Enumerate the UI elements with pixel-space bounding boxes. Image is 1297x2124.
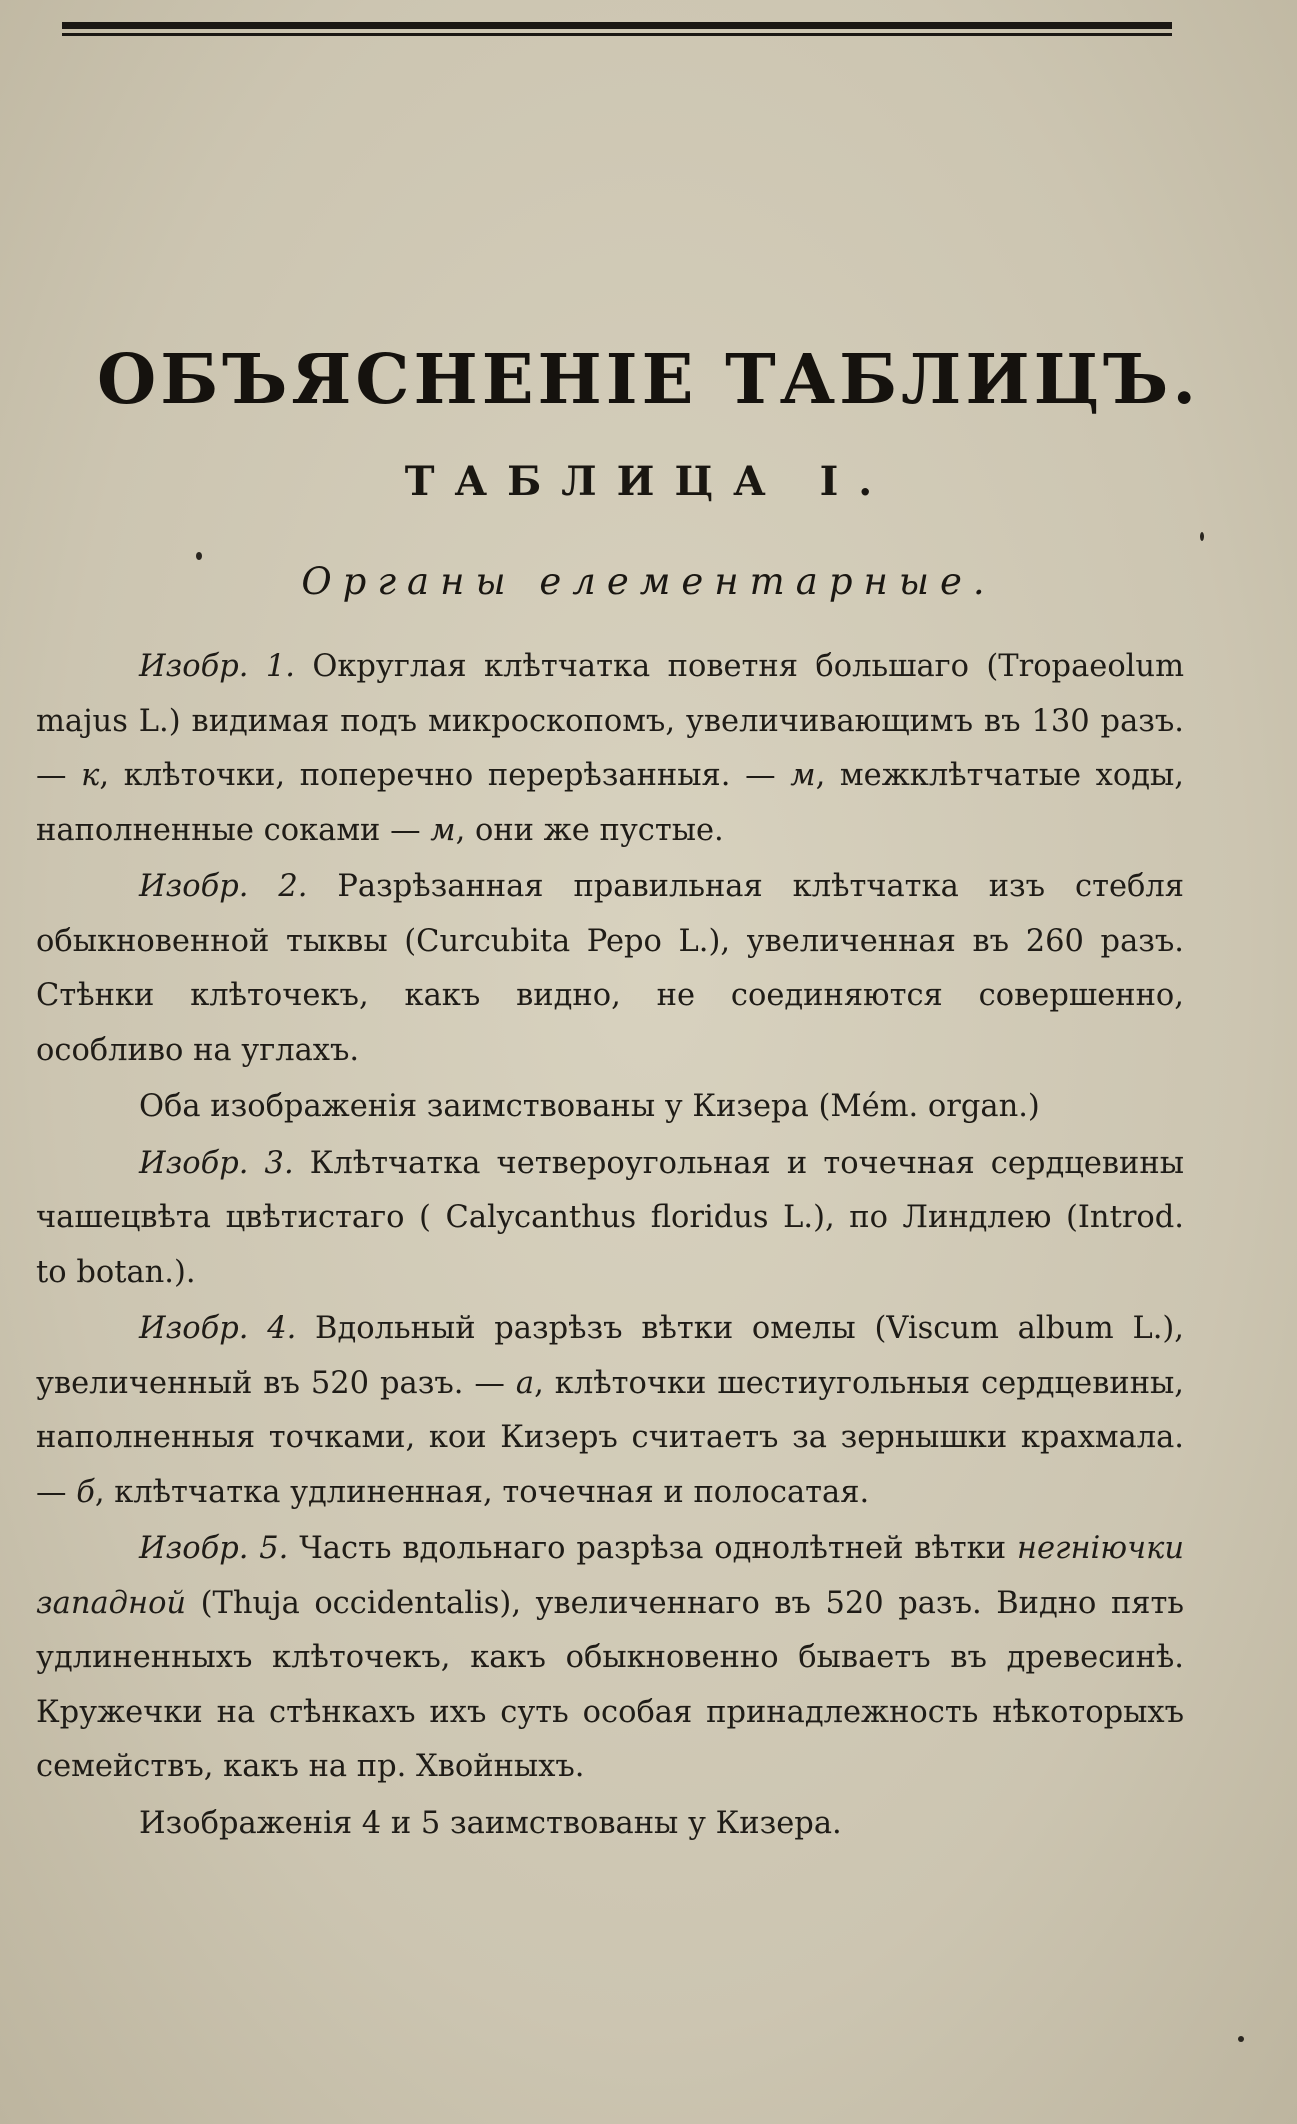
entry-fig-2 — [36, 860, 1184, 1078]
body-text — [36, 640, 1184, 1853]
entry-fig-1 — [36, 640, 1184, 858]
note-text: Изображенія 4 и 5 заимствованы у Кизера. — [139, 1805, 842, 1841]
source-note — [36, 1080, 1184, 1135]
entry-letter: м — [790, 758, 816, 793]
entry-text: , клѣточки шестиугольныя сердцевины, наполненныя точками, кои Кизеръ считаетъ за зернышки крахмала. — — [36, 1365, 1184, 1510]
entry-text: , клѣточки, поперечно перерѣзанныя. — — [99, 758, 791, 793]
entry-fig-4 — [36, 1302, 1184, 1520]
entry-label: Изобр. 1. — [139, 649, 295, 684]
entry-letter: к — [81, 758, 100, 793]
entry-text: Вдольный разрѣзъ вѣтки омелы (Viscum album L.), увеличенный въ 520 разъ. — — [36, 1311, 1184, 1401]
entry-label: Изобр. 5. — [139, 1531, 289, 1566]
entry-letter: м — [430, 812, 456, 848]
entry-text: , межклѣтчатые ходы, наполненные соками — — [36, 758, 1184, 848]
top-double-rule — [62, 22, 1172, 36]
entry-text: , клѣтчатка удлиненная, точечная и полосатая. — [94, 1474, 870, 1510]
entry-fig-5 — [36, 1522, 1184, 1795]
entry-text: Клѣтчатка четвероугольная и точечная сердцевины чашецвѣта цвѣтистаго ( Calycanthus floridus L.), по Линдлею (Introd. to botan.). — [36, 1145, 1184, 1290]
ink-speck — [1200, 532, 1204, 541]
entry-text: Разрѣзанная правильная клѣтчатка изъ стебля обыкновенной тыквы (Curcubita Pepo L.), увеличенная въ 260 разъ. Стѣнки клѣточекъ, какъ видно, не соединяются совершенно, особливо на углахъ. — [36, 869, 1184, 1068]
entry-label: Изобр. 4. — [139, 1311, 297, 1346]
entry-letter: а — [515, 1365, 535, 1401]
entry-letter: б — [76, 1474, 95, 1510]
entry-text: Округлая клѣтчатка поветня большаго (Tropaeolum majus L.) видимая подъ микроскопомъ, увеличивающимъ въ 130 разъ. — — [36, 649, 1184, 793]
entry-text: , они же пустые. — [455, 812, 724, 848]
ink-speck — [1238, 2036, 1244, 2042]
entry-label: Изобр. 3. — [139, 1145, 294, 1181]
source-note — [36, 1797, 1184, 1852]
note-text: Оба изображенія заимствованы у Кизера (Mém. organ.) — [139, 1089, 1040, 1124]
page-heading: ОБЪЯСНЕНІЕ ТАБЛИЦЪ. — [96, 340, 1200, 420]
entry-text: (Thuja occidentalis), увеличеннаго въ 520 разъ. Видно пять удлиненныхъ клѣточекъ, какъ обыкновенно бываетъ въ древесинѣ. Кружечки на стѣнкахъ ихъ суть особая принадлежность нѣкоторыхъ семействъ, какъ на пр. Хвойныхъ. — [36, 1585, 1184, 1784]
table-title: ТАБЛИЦА I. — [404, 458, 893, 505]
entry-text: Часть вдольнаго разрѣза однолѣтней вѣтки — [288, 1531, 1017, 1566]
entry-fig-3 — [36, 1137, 1184, 1301]
entry-italic-phrase: негніючки западной — [36, 1531, 1184, 1621]
section-title: Органы елементарные. — [301, 560, 996, 603]
entry-label: Изобр. 2. — [139, 869, 308, 904]
ink-speck — [196, 552, 202, 560]
